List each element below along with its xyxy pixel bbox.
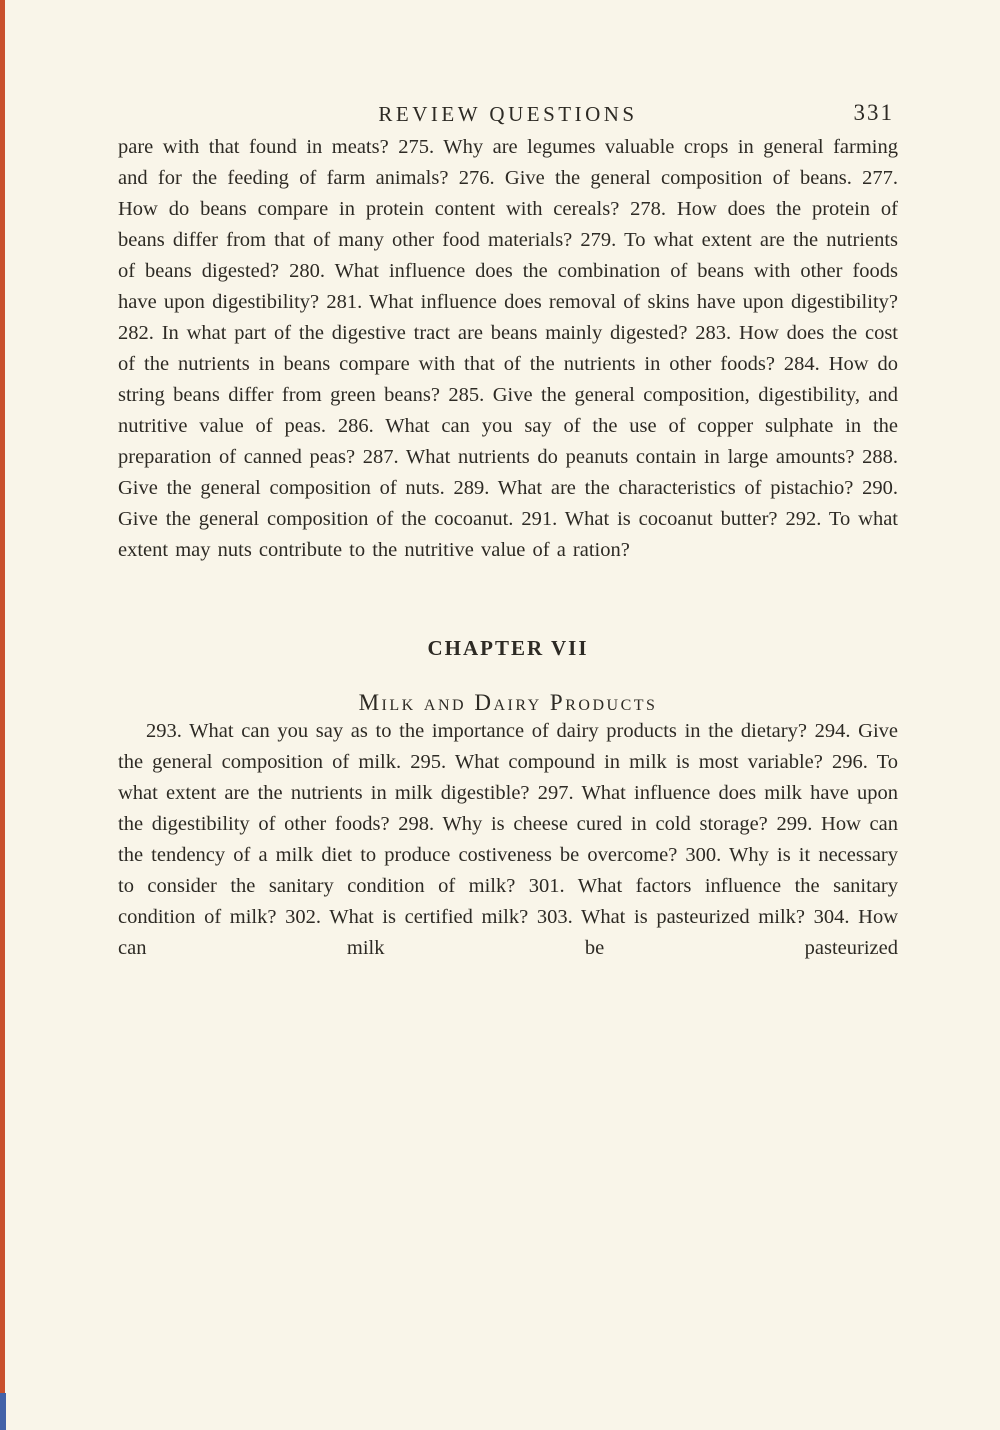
chapter-heading: CHAPTER VII — [427, 636, 589, 660]
paragraph-review-questions-continued: pare with that found in meats? 275. Why are legumes valuable crops in general farming and for the feeding of farm animals? 276. Give the general composition of beans. 277. How do beans compare in protein content with cereals? 278. How does the protein of beans differ from that of many other food materials? 279. To what extent are the nutrients of beans digested? 280. What influence does the combination of beans with other foods have upon digestibility? 281. What influence does removal of skins have upon digestibility? 282. In what part of the digestive tract are beans mainly digested? 283. How does the cost of the nutrients in beans compare with that of the nutrients in other foods? 284. How do string beans differ from green beans? 285. Give the general composition, digestibility, and nutritive value of peas. 286. What can you say of the use of copper sulphate in the preparation of canned peas? 287. What nutrients do peanuts contain in large amounts? 288. Give the general composition of nuts. 289. What are the characteristics of pistachio? 290. Give the general composition of the cocoanut. 291. What is cocoanut butter? 292. To what extent may nuts contribute to the nutritive value of a ration? — [118, 136, 898, 561]
scan-edge-artifact-blue — [0, 1393, 6, 1430]
chapter-title: Milk and Dairy Products — [358, 690, 658, 715]
page-number: 331 — [853, 100, 894, 125]
text-block — [118, 0, 898, 964]
running-head — [118, 102, 898, 132]
running-head-title: REVIEW QUESTIONS — [378, 102, 638, 126]
paragraph-milk-questions: 293. What can you say as to the importance of dairy products in the dietary? 294. Give the general composition of milk. 295. What compound in milk is most variable? 296. To what extent are the nutrients in milk digestible? 297. What influence does milk have upon the digestibility of other foods? 298. Why is cheese cured in cold storage? 299. How can the tendency of a milk diet to produce costiveness be overcome? 300. Why is it necessary to consider the sanitary condition of milk? 301. What factors influence the sanitary condition of milk? 302. What is certified milk? 303. What is pasteurized milk? 304. How can milk be pasteurized — [118, 720, 898, 959]
scan-edge-artifact-red — [0, 0, 5, 1393]
